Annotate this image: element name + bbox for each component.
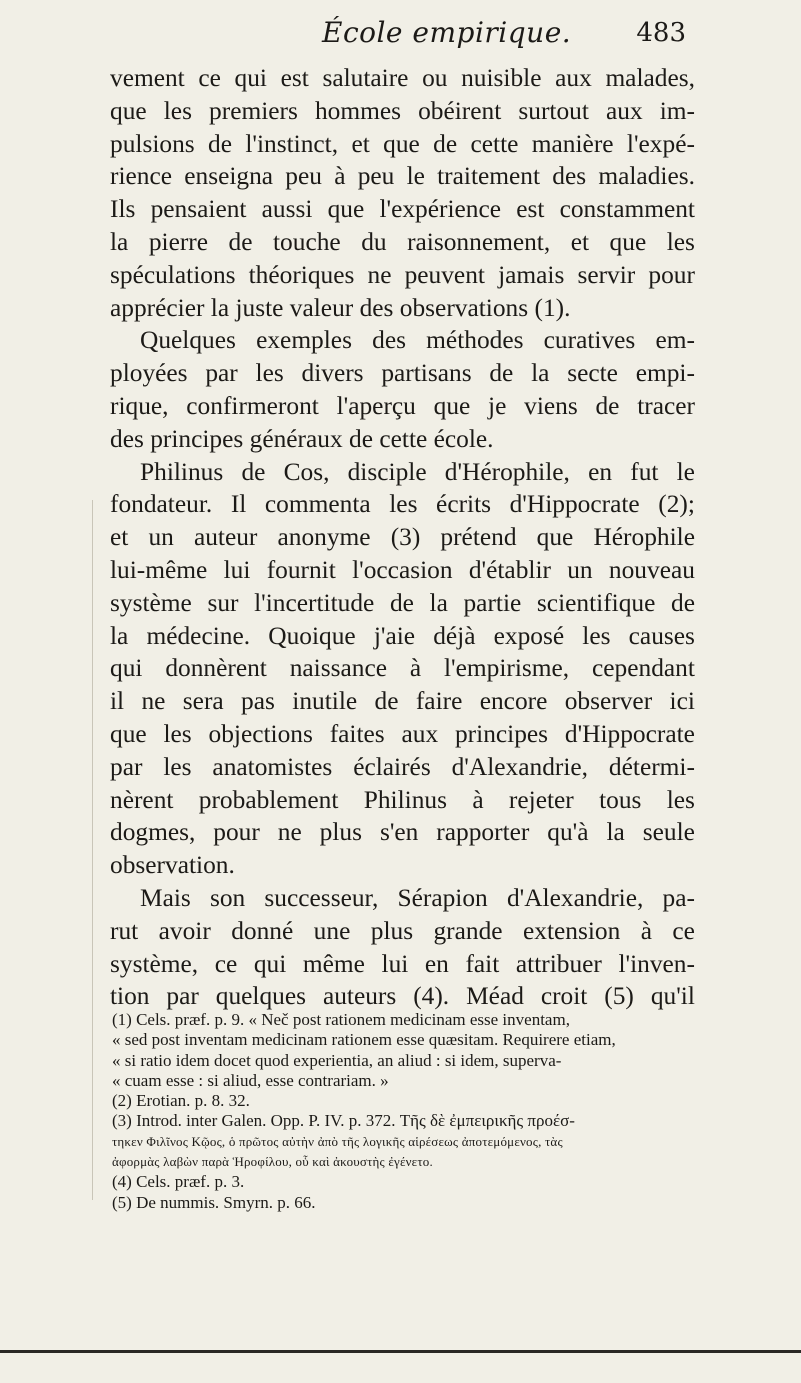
text-line: ployées par les divers partisans de la secte empi-: [110, 359, 695, 388]
text-line: et un auteur anonyme (3) prétend que Hérophile: [110, 523, 695, 552]
footnote-line: (1) Cels. præf. p. 9. « Neč post rationem medicinam esse inventam,: [112, 1010, 570, 1029]
text-line: que les objections faites aux principes d'Hippocrate: [110, 719, 695, 748]
text-line: Ils pensaient aussi que l'expérience est constamment: [110, 195, 695, 224]
footnotes: [112, 1010, 697, 1213]
text-line: Quelques exemples des méthodes curatives em-: [140, 326, 695, 355]
margin-rule: [92, 500, 93, 1200]
footnote-line: « sed post inventam medicinam rationem esse quæsitam. Requirere etiam,: [112, 1030, 616, 1050]
text-line: qui donnèrent naissance à l'empirisme, cependant: [110, 654, 695, 683]
text-line: système sur l'incertitude de la partie scientifique de: [110, 588, 695, 617]
text-line: Mais son successeur, Sérapion d'Alexandrie, pa-: [140, 883, 695, 912]
text-line: apprécier la juste valeur des observations (1).: [110, 293, 571, 322]
text-line: rience enseigna peu à peu le traitement des maladies.: [110, 162, 695, 191]
footnote-line: τηκεν Φιλῖνος Κῷος, ὁ πρῶτος αὐτὴν ἀπὸ τῆς λογικῆς αἱρέσεως ἀποτεμόμενος, τὰς: [112, 1133, 563, 1149]
footnote-line: ἀφορμὰς λαβὼν παρὰ Ἡροφίλου, οὗ καὶ ἀκουστὴς ἐγένετο.: [112, 1154, 433, 1170]
bottom-rule: [0, 1350, 801, 1353]
text-line: que les premiers hommes obéirent surtout aux im-: [110, 96, 695, 125]
footnote-line: (3) Introd. inter Galen. Opp. P. IV. p. 372. Τῆς δὲ ἐμπειρικῆς προέσ-: [112, 1111, 575, 1131]
footnote-line: (4) Cels. præf. p. 3.: [112, 1172, 245, 1192]
footnote-line: « cuam esse : si aliud, esse contrariam. »: [112, 1070, 389, 1090]
text-line: rut avoir donné une plus grande extension à ce: [110, 916, 695, 945]
text-line: lui-même lui fournit l'occasion d'établir un nouveau: [110, 555, 695, 584]
running-title: École empirique.: [322, 16, 572, 49]
footnote-line: (5) De nummis. Smyrn. p. 66.: [112, 1192, 316, 1212]
text-line: observation.: [110, 851, 235, 880]
footnote-line: (2) Erotian. p. 8. 32.: [112, 1091, 250, 1111]
text-line: par les anatomistes éclairés d'Alexandrie, détermi-: [110, 752, 695, 781]
text-line: fondateur. Il commenta les écrits d'Hippocrate (2);: [110, 490, 695, 519]
text-line: la médecine. Quoique j'aie déjà exposé les causes: [110, 621, 695, 650]
text-line: rique, confirmeront l'aperçu que je viens de tracer: [110, 391, 695, 420]
page-header: [0, 16, 801, 52]
text-line: la pierre de touche du raisonnement, et que les: [110, 227, 695, 256]
text-line: pulsions de l'instinct, et que de cette manière l'expé-: [110, 129, 695, 158]
text-line: nèrent probablement Philinus à rejeter tous les: [110, 785, 695, 814]
text-line: spéculations théoriques ne peuvent jamais servir pour: [110, 260, 695, 289]
text-line: tion par quelques auteurs (4). Méad croit (5) qu'il: [110, 982, 695, 1011]
page-number: 483: [636, 18, 686, 48]
text-line: des principes généraux de cette école.: [110, 424, 494, 453]
text-line: il ne sera pas inutile de faire encore observer ici: [110, 687, 695, 716]
text-line: dogmes, pour ne plus s'en rapporter qu'à la seule: [110, 818, 695, 847]
footnote-line: « si ratio idem docet quod experientia, an aliud : si idem, superva-: [112, 1050, 562, 1070]
main-text: [110, 62, 695, 1013]
text-line: Philinus de Cos, disciple d'Hérophile, en fut le: [140, 457, 695, 486]
text-line: système, ce qui même lui en fait attribuer l'inven-: [110, 949, 695, 978]
text-line: vement ce qui est salutaire ou nuisible aux malades,: [110, 64, 695, 92]
